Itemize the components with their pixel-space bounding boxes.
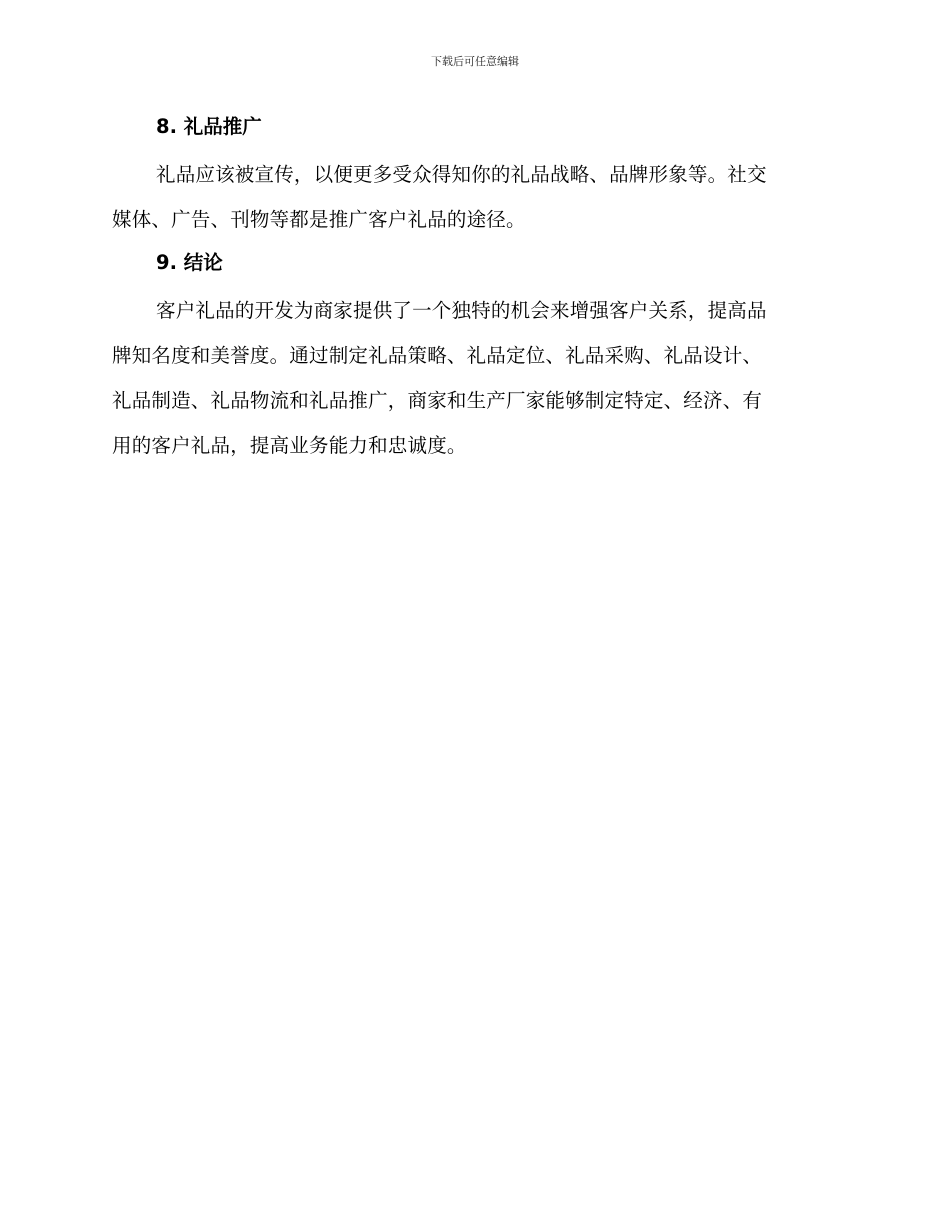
section-gift-promotion	[112, 108, 830, 242]
section-conclusion	[112, 244, 830, 468]
section-paragraph	[112, 288, 830, 468]
page-header: 下载后可任意编辑	[431, 55, 519, 68]
section-heading: 9. 结论	[156, 251, 223, 274]
paragraph-line: 用的客户礼品，提高业务能力和忠诚度。	[112, 434, 467, 457]
paragraph-line: 媒体、广告、刊物等都是推广客户礼品的途径。	[112, 208, 526, 231]
paragraph-line: 牌知名度和美誉度。通过制定礼品策略、礼品定位、礼品采购、礼品设计、	[112, 344, 763, 367]
section-paragraph	[112, 152, 830, 242]
paragraph-line: 客户礼品的开发为商家提供了一个独特的机会来增强客户关系，提高品	[156, 299, 767, 322]
paragraph-line: 礼品制造、礼品物流和礼品推广，商家和生产厂家能够制定特定、经济、有	[112, 389, 763, 412]
document-body	[112, 108, 830, 470]
paragraph-line: 礼品应该被宣传，以便更多受众得知你的礼品战略、品牌形象等。社交	[156, 163, 767, 186]
section-heading: 8. 礼品推广	[156, 115, 262, 138]
